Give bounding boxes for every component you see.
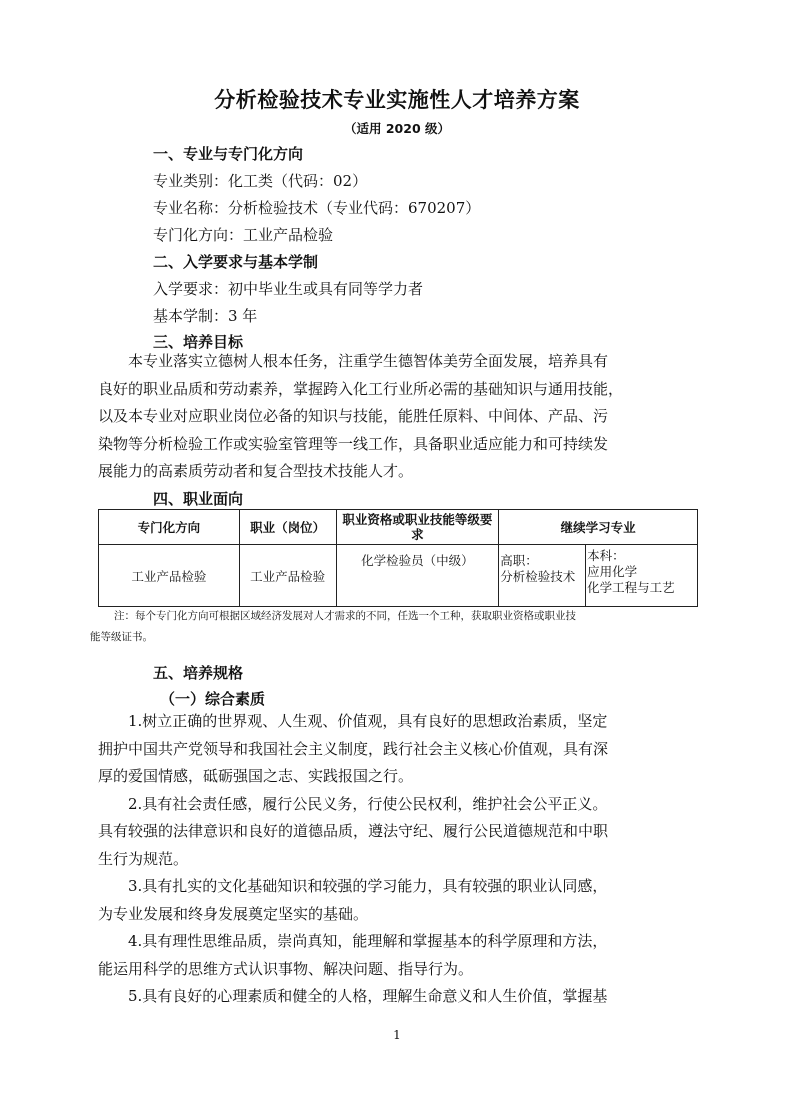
table-row: [99, 545, 698, 607]
header-certificate: 职业资格或职业技能等级要求: [336, 510, 499, 545]
major-name-line: 专业名称：分析检验技术（专业代码：670207）: [153, 199, 481, 217]
item-line: 能运用科学的思维方式认识事物、解决问题、指导行为。: [98, 959, 474, 978]
item-line: 厚的爱国情感，砥砺强国之志、实践报国之行。: [98, 767, 414, 785]
quality-paragraphs: [98, 708, 698, 1011]
cell-bachelor: [586, 545, 698, 607]
specialization-line: 专门化方向：工业产品检验: [153, 226, 334, 244]
item-line: 具有较强的法律意识和良好的道德品质，遵法守纪、履行公民道德规范和中职: [98, 822, 609, 840]
item-line: 生行为规范。: [98, 849, 189, 868]
table-note: [90, 606, 694, 648]
objectives-line: 染物等分析检验工作或实验室管理等一线工作，具备职业适应能力和可持续发: [98, 434, 609, 453]
document-title: 分析检验技术专业实施性人才培养方案: [214, 88, 580, 112]
bachelor-major-2: 化学工程与工艺: [587, 580, 675, 595]
document-subtitle: （适用 2020 级）: [344, 121, 450, 136]
bachelor-major-1: 应用化学: [587, 564, 638, 579]
subsection-heading-quality: （一）综合素质: [160, 690, 266, 708]
objectives-line: 以及本专业对应职业岗位必备的知识与技能，能胜任原料、中间体、产品、污: [98, 407, 609, 425]
cell-higher-vocational: [499, 545, 586, 607]
section-heading-admission: 二、入学要求与基本学制: [153, 253, 319, 271]
objectives-line: 良好的职业品质和劳动素养，掌握跨入化工行业所必需的基础知识与通用技能，: [98, 379, 624, 398]
header-further-study: 继续学习专业: [499, 510, 698, 545]
page-number: 1: [393, 1028, 401, 1042]
section-heading-major: 一、专业与专门化方向: [153, 145, 304, 163]
item-line: 为专业发展和终身发展奠定坚实的基础。: [98, 904, 369, 923]
cell-job: 工业产品检验: [239, 545, 336, 607]
item-line: 1.树立正确的世界观、人生观、价值观，具有良好的思想政治素质，坚定: [128, 712, 608, 730]
study-length-line: 基本学制：3 年: [153, 307, 258, 325]
career-table: [98, 509, 698, 607]
item-line: 拥护中国共产党领导和我国社会主义制度，践行社会主义核心价值观，具有深: [98, 739, 609, 758]
objectives-line: 本专业落实立德树人根本任务，注重学生德智体美劳全面发展，培养具有: [128, 352, 609, 370]
note-line: 注：每个专门化方向可根据区域经济发展对人才需求的不同，任选一个工种，获取职业资格或职业技: [114, 610, 576, 622]
objectives-line: 展能力的高素质劳动者和复合型技术技能人才。: [98, 462, 414, 480]
note-line: 能等级证书。: [90, 631, 153, 643]
objectives-paragraph: [98, 348, 698, 486]
cell-certificate: 化学检验员（中级）: [336, 545, 499, 607]
cell-direction: 工业产品检验: [99, 545, 240, 607]
section-heading-objectives: 三、培养目标: [153, 333, 244, 351]
table-header-row: [99, 510, 698, 545]
item-line: 2.具有社会责任感，履行公民义务，行使公民权利，维护社会公平正义。: [128, 794, 608, 813]
admission-requirement-line: 入学要求：初中毕业生或具有同等学力者: [153, 280, 424, 298]
bachelor-label: 本科：: [587, 548, 625, 563]
item-line: 5.具有良好的心理素质和健全的人格，理解生命意义和人生价值，掌握基: [128, 987, 608, 1005]
higher-major: 分析检验技术: [500, 569, 576, 584]
major-category-line: 专业类别：化工类（代码：02）: [153, 172, 368, 190]
item-line: 3.具有扎实的文化基础知识和较强的学习能力，具有较强的职业认同感，: [128, 877, 608, 895]
section-heading-career: 四、职业面向: [153, 490, 244, 508]
item-line: 4.具有理性思维品质，崇尚真知，能理解和掌握基本的科学原理和方法，: [128, 932, 608, 950]
header-job: 职业（岗位）: [239, 510, 336, 545]
higher-label: 高职：: [500, 553, 538, 568]
section-heading-specifications: 五、培养规格: [153, 664, 244, 682]
header-direction: 专门化方向: [99, 510, 240, 545]
